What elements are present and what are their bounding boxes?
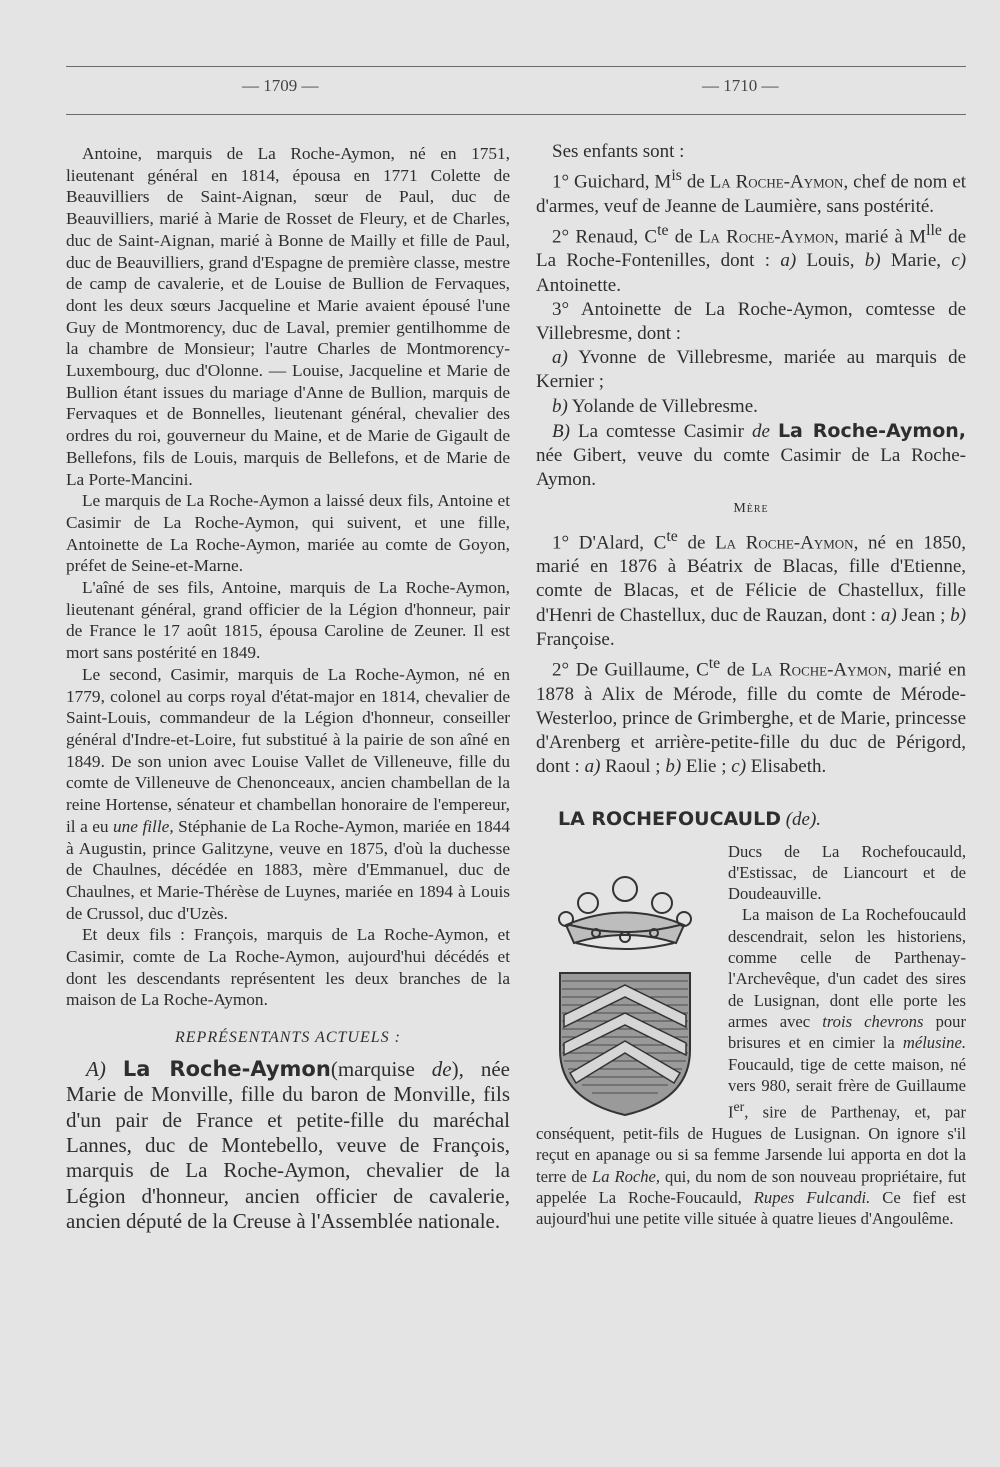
paragraph: L'aîné de ses fils, Antoine, marquis de La Roche-Aymon, lieutenant général, grand officier de la Légion d'honneur, pair de France le 17 août 1815, épousa Caroline de Zeuner. Il est mort sans postérité en 1849. xyxy=(66,578,510,663)
child-entry: 3° Antoinette de La Roche-Aymon, comtesse de Villebresme, dont : xyxy=(536,298,967,345)
header-rule xyxy=(66,114,966,115)
child-entry: 2° Renaud, $C^{te}$ de La Roche-Aymon, marié à $M^{lle}$ de La Roche-Fontenilles, dont : a) Louis, b) Marie, c) Antoinette. xyxy=(536,221,967,296)
child-subentry: b) Yolande de Villebresme. xyxy=(552,395,758,417)
paragraph: Le second, Casimir, marquis de La Roche-Aymon, né en 1779, colonel au corps royal d'état-major en 1814, chevalier de Saint-Louis, commandeur de la Légion d'honneur, conseiller général d'Indre-et-Loire, fut substitué à la pairie de son aîné en 1849. De son union avec Louise Vallet de Villeneuve, fille du comte de Villeneuve de Chenonceaux, ancien chambellan de la reine Hortense, sénateur et chambellan honoraire de l'empereur, il a eu une fille, Stéphanie de La Roche-Aymon, mariée en 1844 à Augustin, prince Galitzyne, veuve en 1875, d'où la duchesse de Chaulnes, décédée en 1883, mère d'Emmanuel, duc de Chaulnes, et Marie-Thérèse de Luynes, mariée en 1894 à Louis de Crussol, duc d'Uzès. xyxy=(66,664,511,923)
section-title: LA ROCHEFOUCAULD (de). xyxy=(558,808,822,831)
paragraph: Antoine, marquis de La Roche-Aymon, né en 1751, lieutenant général en 1814, épousa en 1771 Colette de Beauvilliers de Saint-Aignan, sœur de Paul, duc de Beauvilliers, marié à Marie de Rosset de Fleury, et de Charles, duc de Saint-Aignan, marié à Bonne de Mailly et fille de Paul, duc de Beauvilliers, grand d'Espagne de première classe, mestre de camp de cavalerie, et de Louise de Bullion de Fervaques, dont les deux sœurs Jacqueline et Marie avaient épousé l'une Guy de Montmorency, duc de Laval, premier gentilhomme de la chambre de Monsieur; l'autre Charles de Montmorency-Luxembourg, duc d'Olonne. — Louise, Jacqueline et Marie de Bullion étant issues du mariage d'Anne de Bullion, marquis de Fervaques et de Bonnelles, lieutenant général, chevalier des ordres du roi, gouverneur du Maine, et de Marie de Gigault de Bellefons, fils de Louis, marquis de Bellefons, et de Marie de La Porte-Mancini. xyxy=(66,144,510,489)
mere-entry: 2° De Guillaume, $C^{te}$ de La Roche-Aymon, marié en 1878 à Alix de Mérode, fille du comte de Mérode-Westerloo, prince de Grimberghe, et de Marie, princesse d'Arenberg et arrière-petite-fille du duc de Périgord, dont : a) Raoul ; b) Elie ; c) Elisabeth. xyxy=(536,655,967,778)
page-number-left: — 1709 — xyxy=(242,76,319,95)
paragraph: Le marquis de La Roche-Aymon a laissé deux fils, Antoine et Casimir de La Roche-Aymon, qui suivent, et une fille, Antoinette de La Roche-Aymon, mariée au comte de Goyon, préfet de Seine-et-Marne. xyxy=(66,491,510,576)
left-column xyxy=(66,143,510,1235)
representative-b: B) La comtesse Casimir de La Roche-Aymon, née Gibert, veuve du comte Casimir de La Roche-Aymon. xyxy=(536,419,967,491)
right-column xyxy=(536,140,966,1229)
mere-heading: Mère xyxy=(733,500,769,516)
top-rule xyxy=(66,66,966,67)
child-subentry: a) Yvonne de Villebresme, mariée au marquis de Kernier ; xyxy=(536,347,967,393)
representatives-heading: REPRÉSENTANTS ACTUELS : xyxy=(175,1029,401,1047)
representative-a: A) La Roche-Aymon(marquise de), née Marie de Monville, fille du baron de Monville, fils d'un pair de France et petite-fille du maréchal Lannes, duc de Montebello, veuve de François, marquis de La Roche-Aymon, chevalier de la Légion d'honneur, ancien officier de cavalerie, ancien député de la Creuse à l'Assemblée nationale. xyxy=(66,1056,511,1234)
child-entry: 1° Guichard, $M^{is}$ de La Roche-Aymon, chef de nom et d'armes, veuf de Jeanne de Laumière, sans postérité. xyxy=(536,167,967,217)
rochefoucauld-section: Ducs de La Rochefoucauld, d'Estissac, de Liancourt et de Doudeauville. La maison de La Rochefoucauld descendrait, selon les historiens, comme celle de Parthenay-l'Archevêque, d'un cadet des sires de Lusignan, dont elle porte les armes avec trois chevrons pour brisures et en cimier la mélusine. Foucauld, tige de cette maison, né vers 980, serait frère de Guillaume Ier, sire de Parthenay, et, par conséquent, petit-fils de Hugues de Lusignan. On ignore s'il reçut en apanage ou si sa femme Jarsende lui apporta en dot la terre de La Roche, qui, du nom de son nouveau propriétaire, fut appelée La Roche-Foucauld, Rupes Fulcandi. Ce fief est aujourd'hui une petite ville située à quatre lieues d'Angoulême. xyxy=(536,841,967,1229)
paragraph: Et deux fils : François, marquis de La Roche-Aymon, et Casimir, comte de La Roche-Aymon, aujourd'hui décédés et dont les descendants représentent les deux branches de la maison de La Roche-Aymon. xyxy=(66,925,510,1010)
coat-of-arms-icon xyxy=(536,845,714,1117)
page-number-right: — 1710 — xyxy=(702,76,779,95)
children-intro: Ses enfants sont : xyxy=(552,141,685,162)
mere-entry: 1° D'Alard, $C^{te}$ de La Roche-Aymon, né en 1850, marié en 1876 à Béatrix de Blacas, fille d'Etienne, comte de Blacas, et de Félicie de Chastellux, fille d'Henri de Chastellux, duc de Rauzan, dont : a) Jean ; b) Françoise. xyxy=(536,527,967,650)
